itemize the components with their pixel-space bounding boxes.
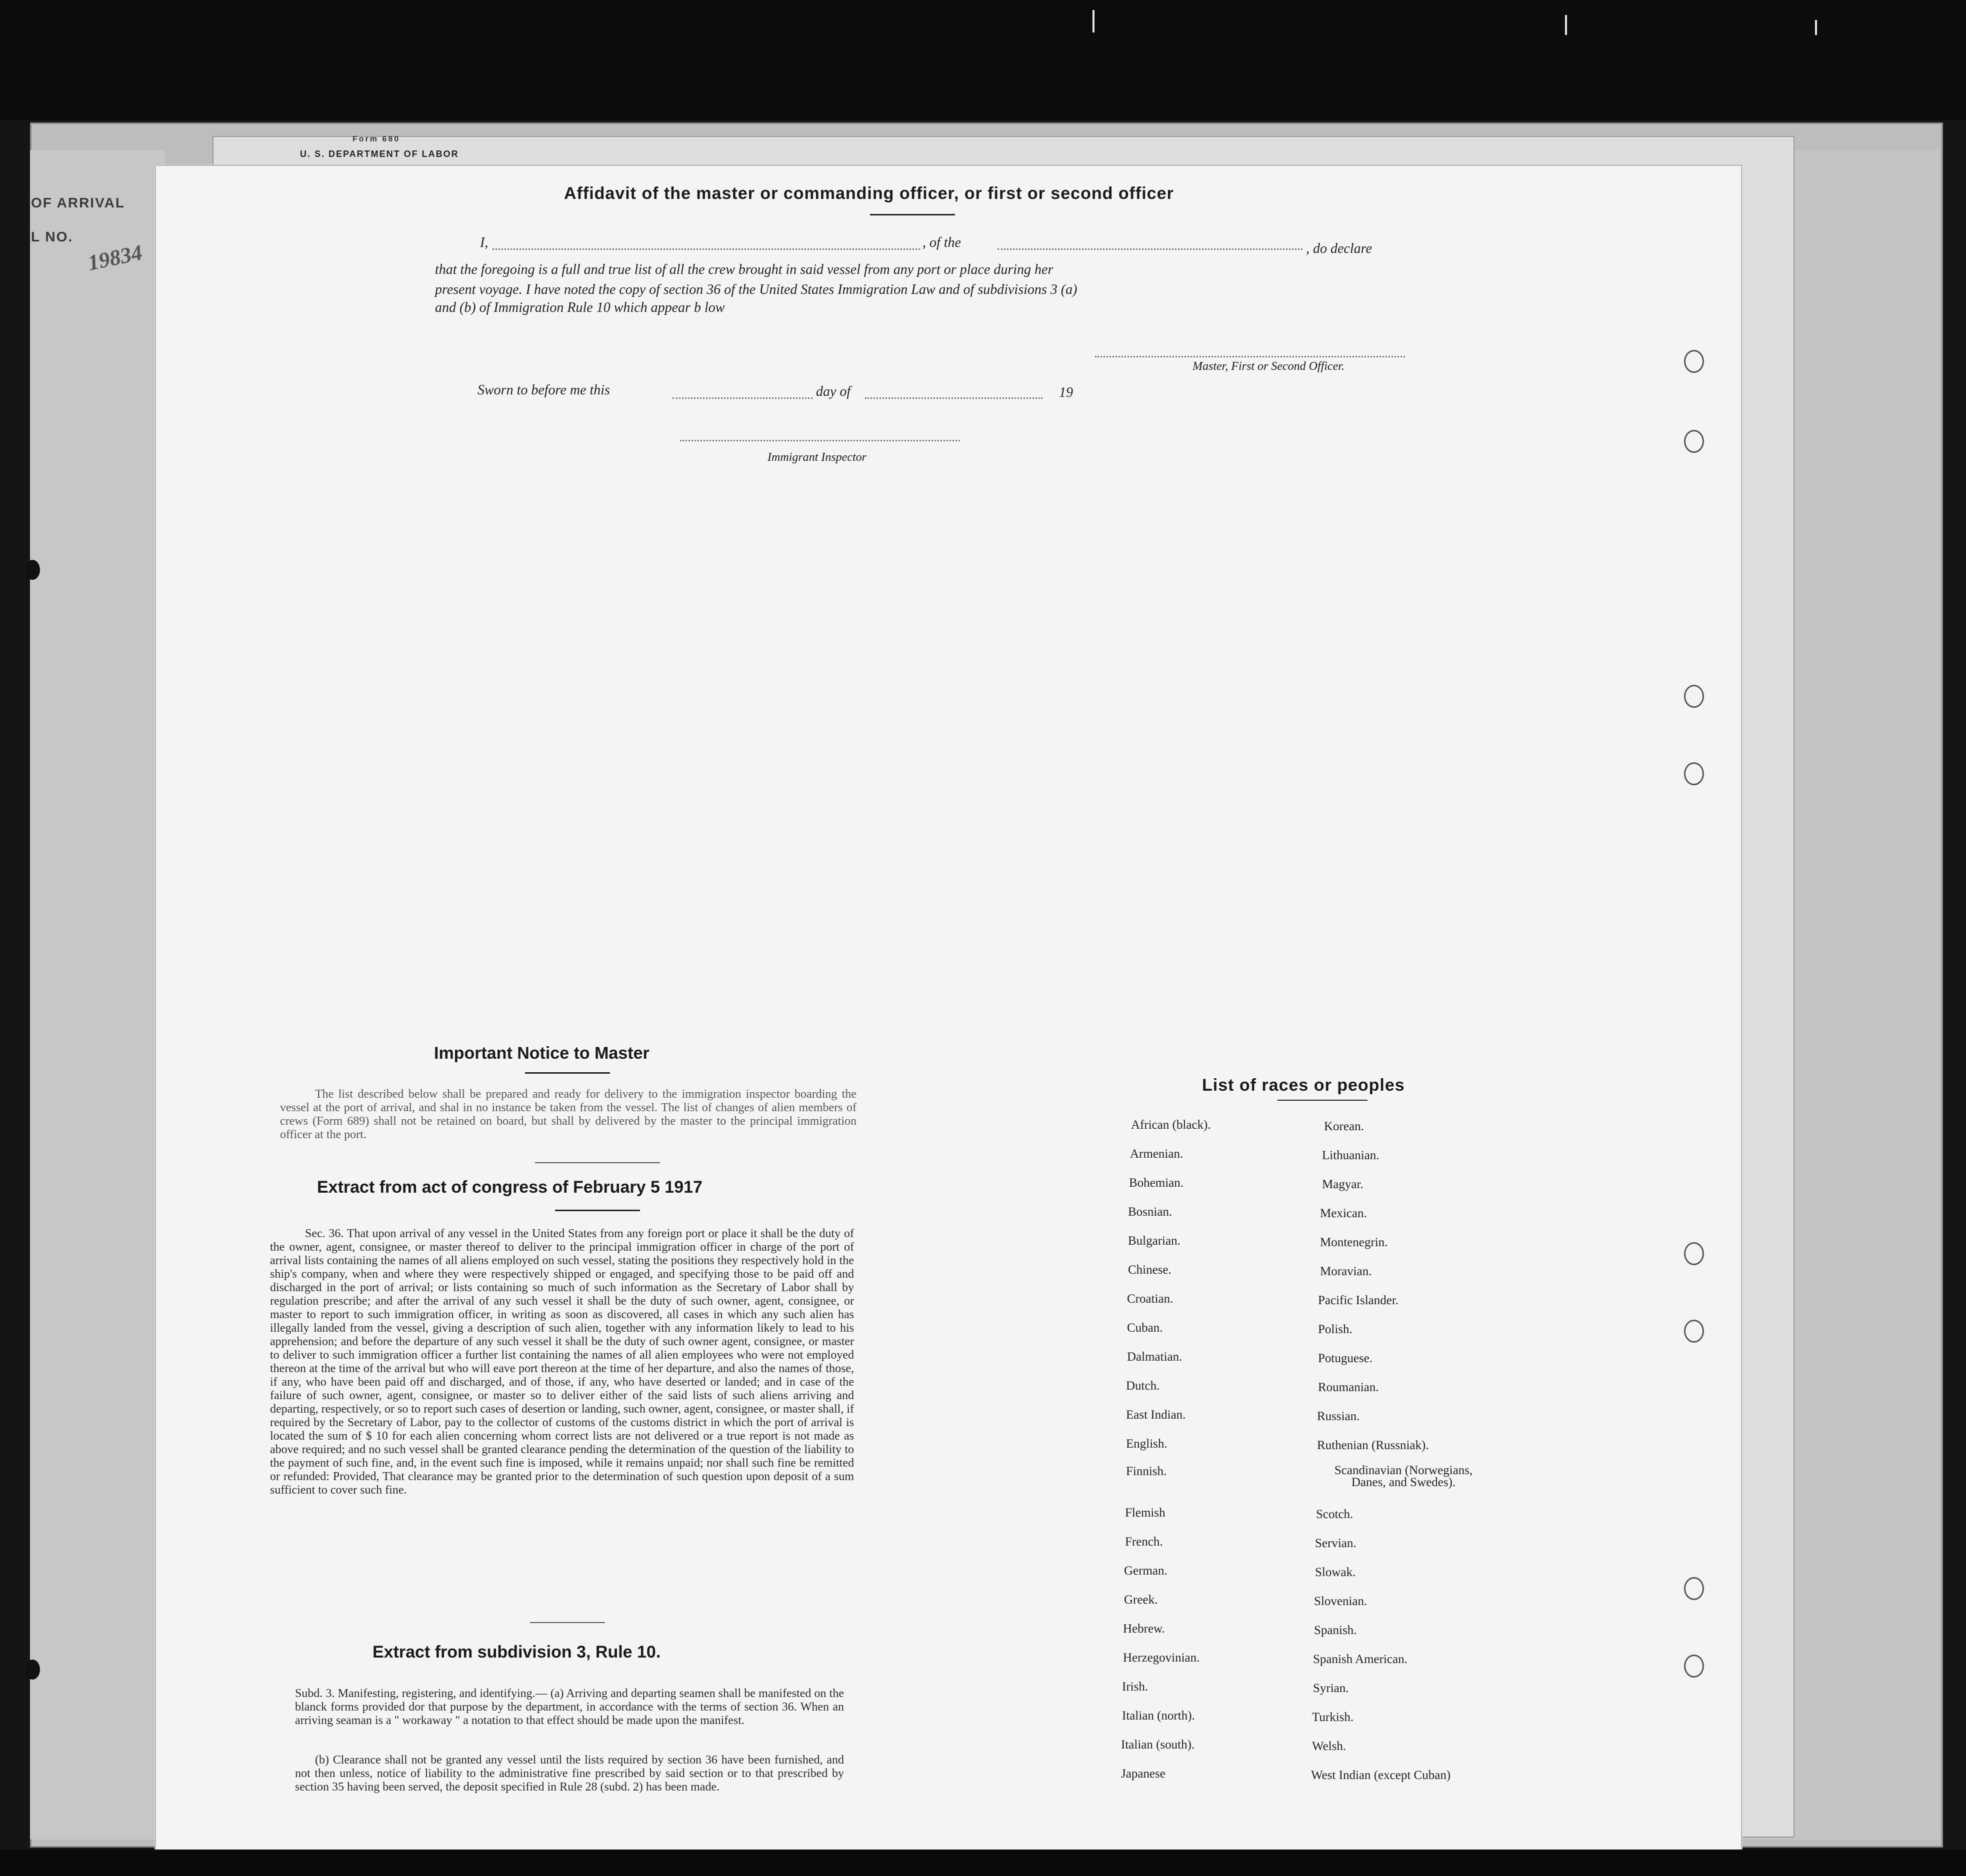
punch-hole [1684,430,1704,453]
race-item: Italian (south). [1121,1738,1195,1752]
punch-hole [1684,1320,1704,1343]
race-item: German. [1124,1564,1168,1578]
sworn-month-blank [865,397,1042,399]
race-item: Croatian. [1127,1292,1174,1306]
affidavit-declare: , do declare [1306,241,1372,256]
act-extract-underline [555,1210,640,1211]
act-extract-title: Extract from act of congress of February 5 1917 [317,1178,702,1197]
affidavit-line-2: that the foregoing is a full and true list of all the crew brought in said vessel from any port or place during her [435,262,1054,277]
race-item: Slowak. [1315,1566,1356,1579]
rule-subd-3b: (b) Clearance shall not be granted any vessel until the lists required by section 36 have been furnished, and not then unless, notice of liability to the administrative fine prescribed by said section or to that prescribed by section 35 having been served, the deposit specified in Rule 28 (subd. 2) has been made. [295,1754,844,1794]
race-item: French. [1125,1535,1163,1549]
race-item: Pacific Islander. [1318,1294,1399,1307]
race-item: Armenian. [1130,1147,1184,1161]
punch-hole [1684,1655,1704,1678]
race-item: Hebrew. [1123,1622,1165,1636]
notice-title: Important Notice to Master [434,1044,650,1063]
crew-list-form-sheet [155,165,1742,1854]
rule-subd-3a: Subd. 3. Manifesting, registering, and identifying.— (a) Arriving and departing seamen shall be manifested on the blanck forms provided dor that purpose by the department, in accordance with the terms of section 36. When an arriving seaman is a " workaway " a notation to that effect should be made upon the manifest. [295,1687,844,1727]
name-blank [492,248,920,250]
race-item: Slovenian. [1314,1595,1368,1608]
binding-hole [25,1660,40,1680]
race-item: Chinese. [1128,1263,1172,1277]
race-item: Korean. [1324,1120,1364,1133]
year-prefix: 19 [1059,385,1073,400]
race-item: Irish. [1122,1680,1148,1694]
sworn-day-blank [672,397,812,399]
race-item: Spanish American. [1313,1653,1408,1666]
master-signature-label: Master, First or Second Officer. [1192,360,1344,373]
sworn-label: Sworn to before me this [478,382,610,398]
race-item: Servian. [1315,1537,1356,1550]
rule-extract-title: Extract from subdivision 3, Rule 10. [372,1643,661,1662]
rule-extract-separator [530,1622,605,1623]
race-item: Greek. [1124,1593,1158,1607]
scan-scratch [1092,10,1094,32]
race-item: Bohemian. [1129,1176,1184,1190]
notice-separator [535,1162,660,1163]
notice-body: The list described below shall be prepared and ready for delivery to the immigration inspector boarding the vessel at the port of arrival, and shal in no instance be taken from the vessel. The list of changes of alien members of crews (Form 689) shall not be retained on board, but shall by delivered by the master to the principal immigration officer at the port. [280,1088,856,1141]
race-item: Dalmatian. [1127,1350,1182,1364]
race-item: West Indian (except Cuban) [1311,1769,1451,1782]
master-signature-line [1095,356,1405,357]
scan-bottom-border [0,1850,1966,1876]
race-item: Potuguese. [1318,1352,1373,1365]
races-title-underline [1278,1100,1368,1101]
race-item: Italian (north). [1122,1709,1195,1723]
punch-hole [1684,762,1704,785]
race-item: Spanish. [1314,1624,1357,1637]
race-item: Syrian. [1313,1682,1349,1695]
race-item: Mexican. [1320,1207,1367,1220]
race-item: Turkish. [1312,1711,1354,1724]
race-item: Scandinavian (Norwegians, Danes, and Swedes). [1334,1464,1473,1489]
underlying-department-label: U. S. DEPARTMENT OF LABOR [300,149,459,159]
race-item: Finnish. [1126,1465,1167,1478]
underlying-form-number: Form 680 [352,135,400,143]
race-item: Moravian. [1320,1265,1372,1278]
race-item: Cuban. [1127,1321,1163,1335]
title-underline [870,214,955,215]
vessel-blank [998,248,1302,250]
race-item: Welsh. [1312,1740,1346,1753]
races-list-title: List of races or peoples [1202,1076,1405,1095]
punch-hole [1684,1577,1704,1600]
punch-hole [1684,685,1704,708]
scan-top-border [0,0,1966,120]
race-item: English. [1126,1437,1168,1451]
affidavit-title: Affidavit of the master or commanding officer, or first or second officer [564,184,1174,203]
scan-scratch [1565,15,1567,35]
inspector-signature-line [680,440,960,441]
race-item: Scotch. [1316,1508,1354,1521]
punch-hole [1684,1242,1704,1265]
race-item: Polish. [1318,1323,1352,1336]
underlying-arrival-header: OF ARRIVAL [31,195,125,210]
punch-hole [1684,350,1704,373]
affidavit-line-3: present voyage. I have noted the copy of section 36 of the United States Immigration Law and of subdivisions 3 (a) [435,282,1078,297]
inspector-label: Immigrant Inspector [768,451,866,464]
underlying-list-number-label: L NO. [31,229,74,244]
underlying-sheet-left-strip [30,150,165,1840]
race-item: Montenegrin. [1320,1236,1388,1249]
race-item: Japanese [1121,1767,1166,1781]
scan-scratch [1815,20,1817,35]
day-of-label: day of [816,384,851,399]
race-item: Dutch. [1126,1379,1160,1393]
affidavit-line-i: I, [480,235,488,250]
notice-underline [525,1072,610,1074]
race-item: Bulgarian. [1128,1234,1180,1248]
race-item: Herzegovinian. [1123,1651,1200,1665]
race-item: Russian. [1317,1410,1360,1423]
race-item: Roumanian. [1318,1381,1379,1394]
race-item: Flemish [1125,1506,1166,1520]
binding-hole [25,560,40,580]
race-item: Lithuanian. [1322,1149,1380,1162]
race-item: East Indian. [1126,1408,1186,1422]
affidavit-line-4: and (b) of Immigration Rule 10 which appear b low [435,300,725,315]
underlying-handwritten-number: 19834 [86,240,144,275]
affidavit-of-the: , of the [922,235,961,250]
race-item: Ruthenian (Russniak). [1317,1439,1429,1452]
race-item: African (black). [1131,1118,1211,1132]
act-section-36-body: Sec. 36. That upon arrival of any vessel in the United States from any foreign port or place it shall be the duty of the owner, agent, consignee, or master thereof to deliver to the principal immigration officer in charge of the port of arrival lists containing the names of all aliens employed on such vessel, stating the positions they respectively hold in the ship's company, when and where they were respectively shipped or engaged, and specifying those to be paid off and discharged in the port of arrival; or lists containing so much of such information as the Secretary of Labor shall by regulation prescribe; and after the arrival of any such vessel it shall be the duty of such owner, agent, consignee, or master to report to such immigration officer, in writing as soon as discovered, all cases in which any such alien has illegally landed from the vessel, giving a description of such alien, together with any information likely to lead to his apprehension; and before the departure of any such vessel it shall be the duty of such owner agent, consignee, or master to deliver to such immigration officer a further list containing the names of all alien employees who were not employed thereon at the time of the arrival but who will eave port thereon at the time of her departure, and also the names of those, if any, who have been paid off and discharged, and of those, if any, who have deserted or landed; and in case of the failure of such owner, agent, consignee, or master so to deliver either of the said lists of such aliens arriving and departing, respectively, or so to report such cases of desertion or landing, such owner, agent, consignee, or master shall, if required by the Secretary of Labor, pay to the collector of customs of the customs district in which the port of arrival is located the sum of $ 10 for each alien concerning whom correct lists are not delivered or a true report is not made as above required; and no such vessel shall be granted clearance pending the determination of the question of the liability to the payment of such fine, and, in the event such fine is imposed, while it remains unpaid; nor shall such fine be remitted or refunded: Provided, That clearance may be granted prior to the determination of such question upon deposit of a sum sufficient to cover such fine. [270,1227,854,1497]
race-item: Magyar. [1322,1178,1364,1191]
race-item: Bosnian. [1128,1205,1172,1219]
